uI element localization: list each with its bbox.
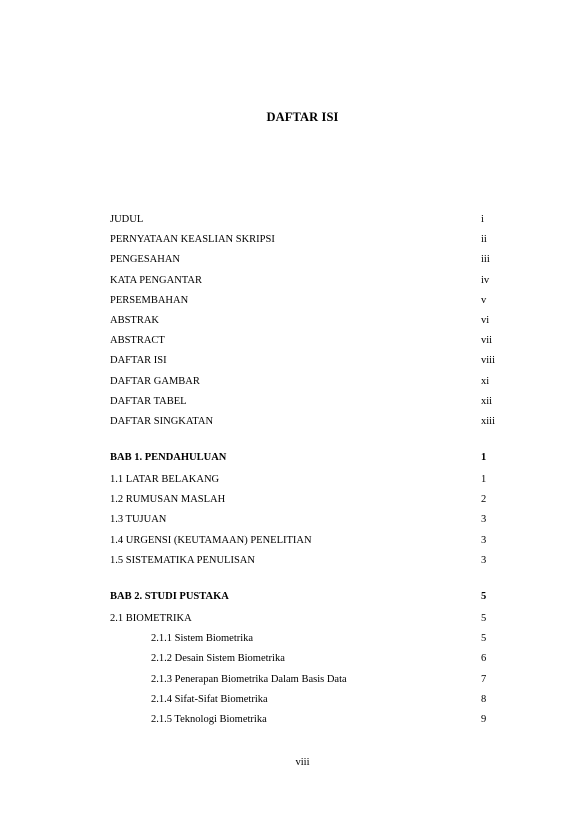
toc-entry-label: BAB 2. STUDI PUSTAKA — [110, 590, 229, 602]
toc-row — [110, 394, 510, 414]
toc-row — [110, 212, 510, 232]
toc-entry-page: 5 — [481, 590, 487, 602]
toc-entry-page: 8 — [481, 693, 487, 705]
toc-row — [110, 232, 510, 252]
toc-entry-label: ABSTRAK — [110, 314, 160, 326]
toc-row — [110, 631, 510, 651]
toc-row — [110, 651, 510, 671]
toc-entry-label: PERSEMBAHAN — [110, 294, 189, 306]
toc-entry-label: KATA PENGANTAR — [110, 274, 202, 286]
toc-entry-page: iii — [481, 254, 490, 266]
toc-entry-label: 1.1 LATAR BELAKANG — [110, 474, 220, 486]
toc-entry-page: xi — [481, 375, 490, 387]
toc-entry-label: 1.5 SISTEMATIKA PENULISAN — [110, 554, 255, 566]
toc-entry-page: vii — [481, 335, 493, 347]
page-title: DAFTAR ISI — [266, 110, 339, 124]
toc-entry-label: JUDUL — [110, 214, 144, 225]
footer-page-number: viii — [295, 757, 310, 768]
toc-entry-label: 2.1.2 Desain Sistem Biometrika — [151, 653, 285, 665]
toc-row — [110, 512, 510, 532]
toc-entry-page: 3 — [481, 514, 487, 526]
toc-row — [110, 492, 510, 512]
toc-chapter-row — [110, 450, 510, 473]
toc-entry-page: xiii — [481, 415, 496, 427]
table-of-contents — [110, 212, 510, 732]
toc-entry-label: ABSTRACT — [110, 335, 165, 347]
toc-row — [110, 333, 510, 353]
toc-row — [110, 472, 510, 492]
toc-row — [110, 252, 510, 272]
toc-row — [110, 611, 510, 631]
toc-entry-page: 3 — [481, 534, 487, 546]
toc-row — [110, 353, 510, 373]
toc-entry-label: DAFTAR GAMBAR — [110, 375, 200, 387]
toc-row — [110, 533, 510, 553]
toc-row — [110, 672, 510, 692]
toc-row — [110, 293, 510, 313]
toc-row — [110, 273, 510, 293]
toc-row — [110, 313, 510, 333]
toc-entry-page: vi — [481, 314, 490, 326]
toc-entry-page: 3 — [481, 554, 487, 566]
toc-entry-label: DAFTAR TABEL — [110, 395, 187, 407]
toc-entry-label: PERNYATAAN KEASLIAN SKRIPSI — [110, 234, 275, 246]
toc-entry-label: BAB 1. PENDAHULUAN — [110, 451, 227, 463]
toc-row — [110, 414, 510, 434]
toc-row — [110, 692, 510, 712]
toc-entry-label: DAFTAR ISI — [110, 355, 167, 367]
toc-entry-label: 2.1.3 Penerapan Biometrika Dalam Basis Data — [151, 673, 347, 685]
toc-entry-page: i — [481, 214, 484, 225]
toc-entry-page: v — [481, 294, 487, 306]
toc-entry-label: DAFTAR SINGKATAN — [110, 415, 214, 427]
toc-entry-page: 1 — [481, 451, 487, 463]
toc-entry-page: 5 — [481, 633, 487, 645]
toc-entry-page: 1 — [481, 474, 487, 486]
toc-entry-label: 1.3 TUJUAN — [110, 514, 167, 526]
toc-chapter-row — [110, 589, 510, 612]
toc-entry-page: 9 — [481, 713, 487, 725]
toc-entry-label: PENGESAHAN — [110, 254, 181, 266]
toc-entry-page: 5 — [481, 613, 487, 624]
toc-row — [110, 374, 510, 394]
toc-entry-page: xii — [481, 395, 493, 407]
toc-entry-label: 1.4 URGENSI (KEUTAMAAN) PENELITIAN — [110, 534, 312, 546]
toc-entry-label: 2.1 BIOMETRIKA — [110, 613, 192, 624]
toc-entry-page: iv — [481, 274, 490, 286]
toc-entry-label: 1.2 RUMUSAN MASLAH — [110, 494, 226, 506]
toc-entry-label: 2.1.5 Teknologi Biometrika — [151, 713, 267, 725]
toc-entry-label: 2.1.4 Sifat-Sifat Biometrika — [151, 693, 268, 705]
toc-entry-page: viii — [481, 355, 496, 367]
toc-row — [110, 712, 510, 732]
toc-entry-page: 2 — [481, 494, 487, 506]
toc-entry-page: 7 — [481, 673, 487, 685]
toc-entry-page: 6 — [481, 653, 487, 665]
toc-entry-page: ii — [481, 234, 487, 246]
toc-row — [110, 553, 510, 573]
toc-entry-label: 2.1.1 Sistem Biometrika — [151, 633, 254, 645]
